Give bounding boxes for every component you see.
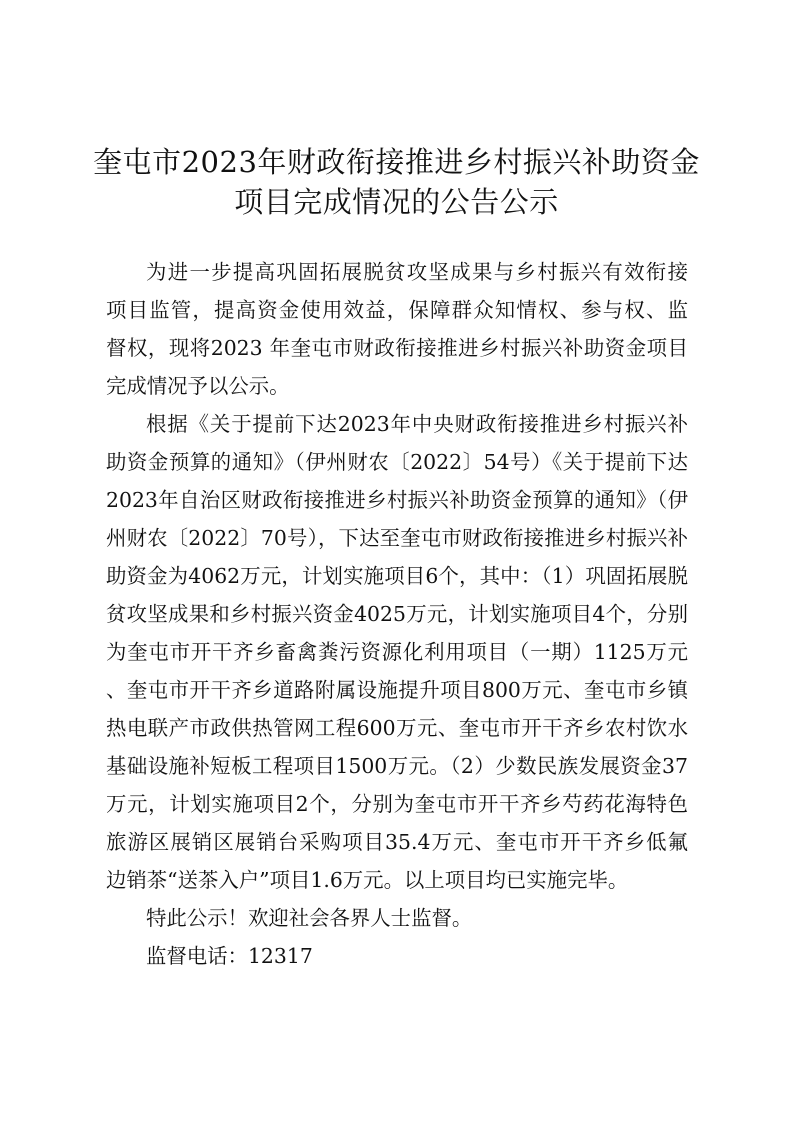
paragraph-2-line-8: 、奎屯市开干齐乡道路附属设施提升项目800万元、奎屯市乡镇 bbox=[106, 678, 688, 702]
paragraph-2-line-13: 边销茶“送茶入户”项目1.6万元。以上项目均已实施完毕。 bbox=[106, 868, 629, 892]
paragraph-2-line-5: 助资金为4062万元，计划实施项目6个，其中：（1）巩固拓展脱 bbox=[106, 564, 688, 588]
paragraph-2-line-7: 为奎屯市开干齐乡畜禽粪污资源化利用项目（一期）1125万元 bbox=[106, 640, 688, 664]
paragraph-2-line-2: 助资金预算的通知》（伊州财农〔2022〕54号）《关于提前下达 bbox=[106, 450, 688, 474]
paragraph-1-line-2: 项目监管，提高资金使用效益，保障群众知情权、参与权、监 bbox=[106, 298, 688, 322]
paragraph-2-line-12: 旅游区展销区展销台采购项目35.4万元、奎屯市开干齐乡低氟 bbox=[106, 830, 688, 854]
paragraph-1-line-3: 督权，现将2023 年奎屯市财政衔接推进乡村振兴补助资金项目 bbox=[106, 336, 688, 360]
paragraph-2-line-3: 2023年自治区财政衔接推进乡村振兴补助资金预算的通知》（伊 bbox=[106, 488, 688, 512]
paragraph-2-line-4: 州财农〔2022〕70号），下达至奎屯市财政衔接推进乡村振兴补 bbox=[106, 526, 688, 550]
paragraph-2-line-6: 贫攻坚成果和乡村振兴资金4025万元，计划实施项目4个，分别 bbox=[106, 602, 688, 626]
closing-statement: 特此公示！欢迎社会各界人士监督。 bbox=[146, 906, 473, 930]
paragraph-2-line-9: 热电联产市政供热管网工程600万元、奎屯市开干齐乡农村饮水 bbox=[106, 716, 688, 740]
paragraph-2-line-1: 根据《关于提前下达2023年中央财政衔接推进乡村振兴补 bbox=[146, 412, 688, 436]
paragraph-1-line-1: 为进一步提高巩固拓展脱贫攻坚成果与乡村振兴有效衔接 bbox=[146, 260, 688, 284]
paragraph-1-line-4: 完成情况予以公示。 bbox=[106, 374, 290, 398]
document-title-line-2: 项目完成情况的公告公示 bbox=[234, 185, 559, 219]
paragraph-2-line-11: 万元，计划实施项目2个，分别为奎屯市开干齐乡芍药花海特色 bbox=[106, 792, 688, 816]
paragraph-2-line-10: 基础设施补短板工程项目1500万元。（2）少数民族发展资金37 bbox=[106, 754, 688, 778]
document-title-line-1: 奎屯市2023年财政衔接推进乡村振兴补助资金 bbox=[93, 145, 700, 179]
supervision-phone: 监督电话：12317 bbox=[146, 944, 313, 968]
